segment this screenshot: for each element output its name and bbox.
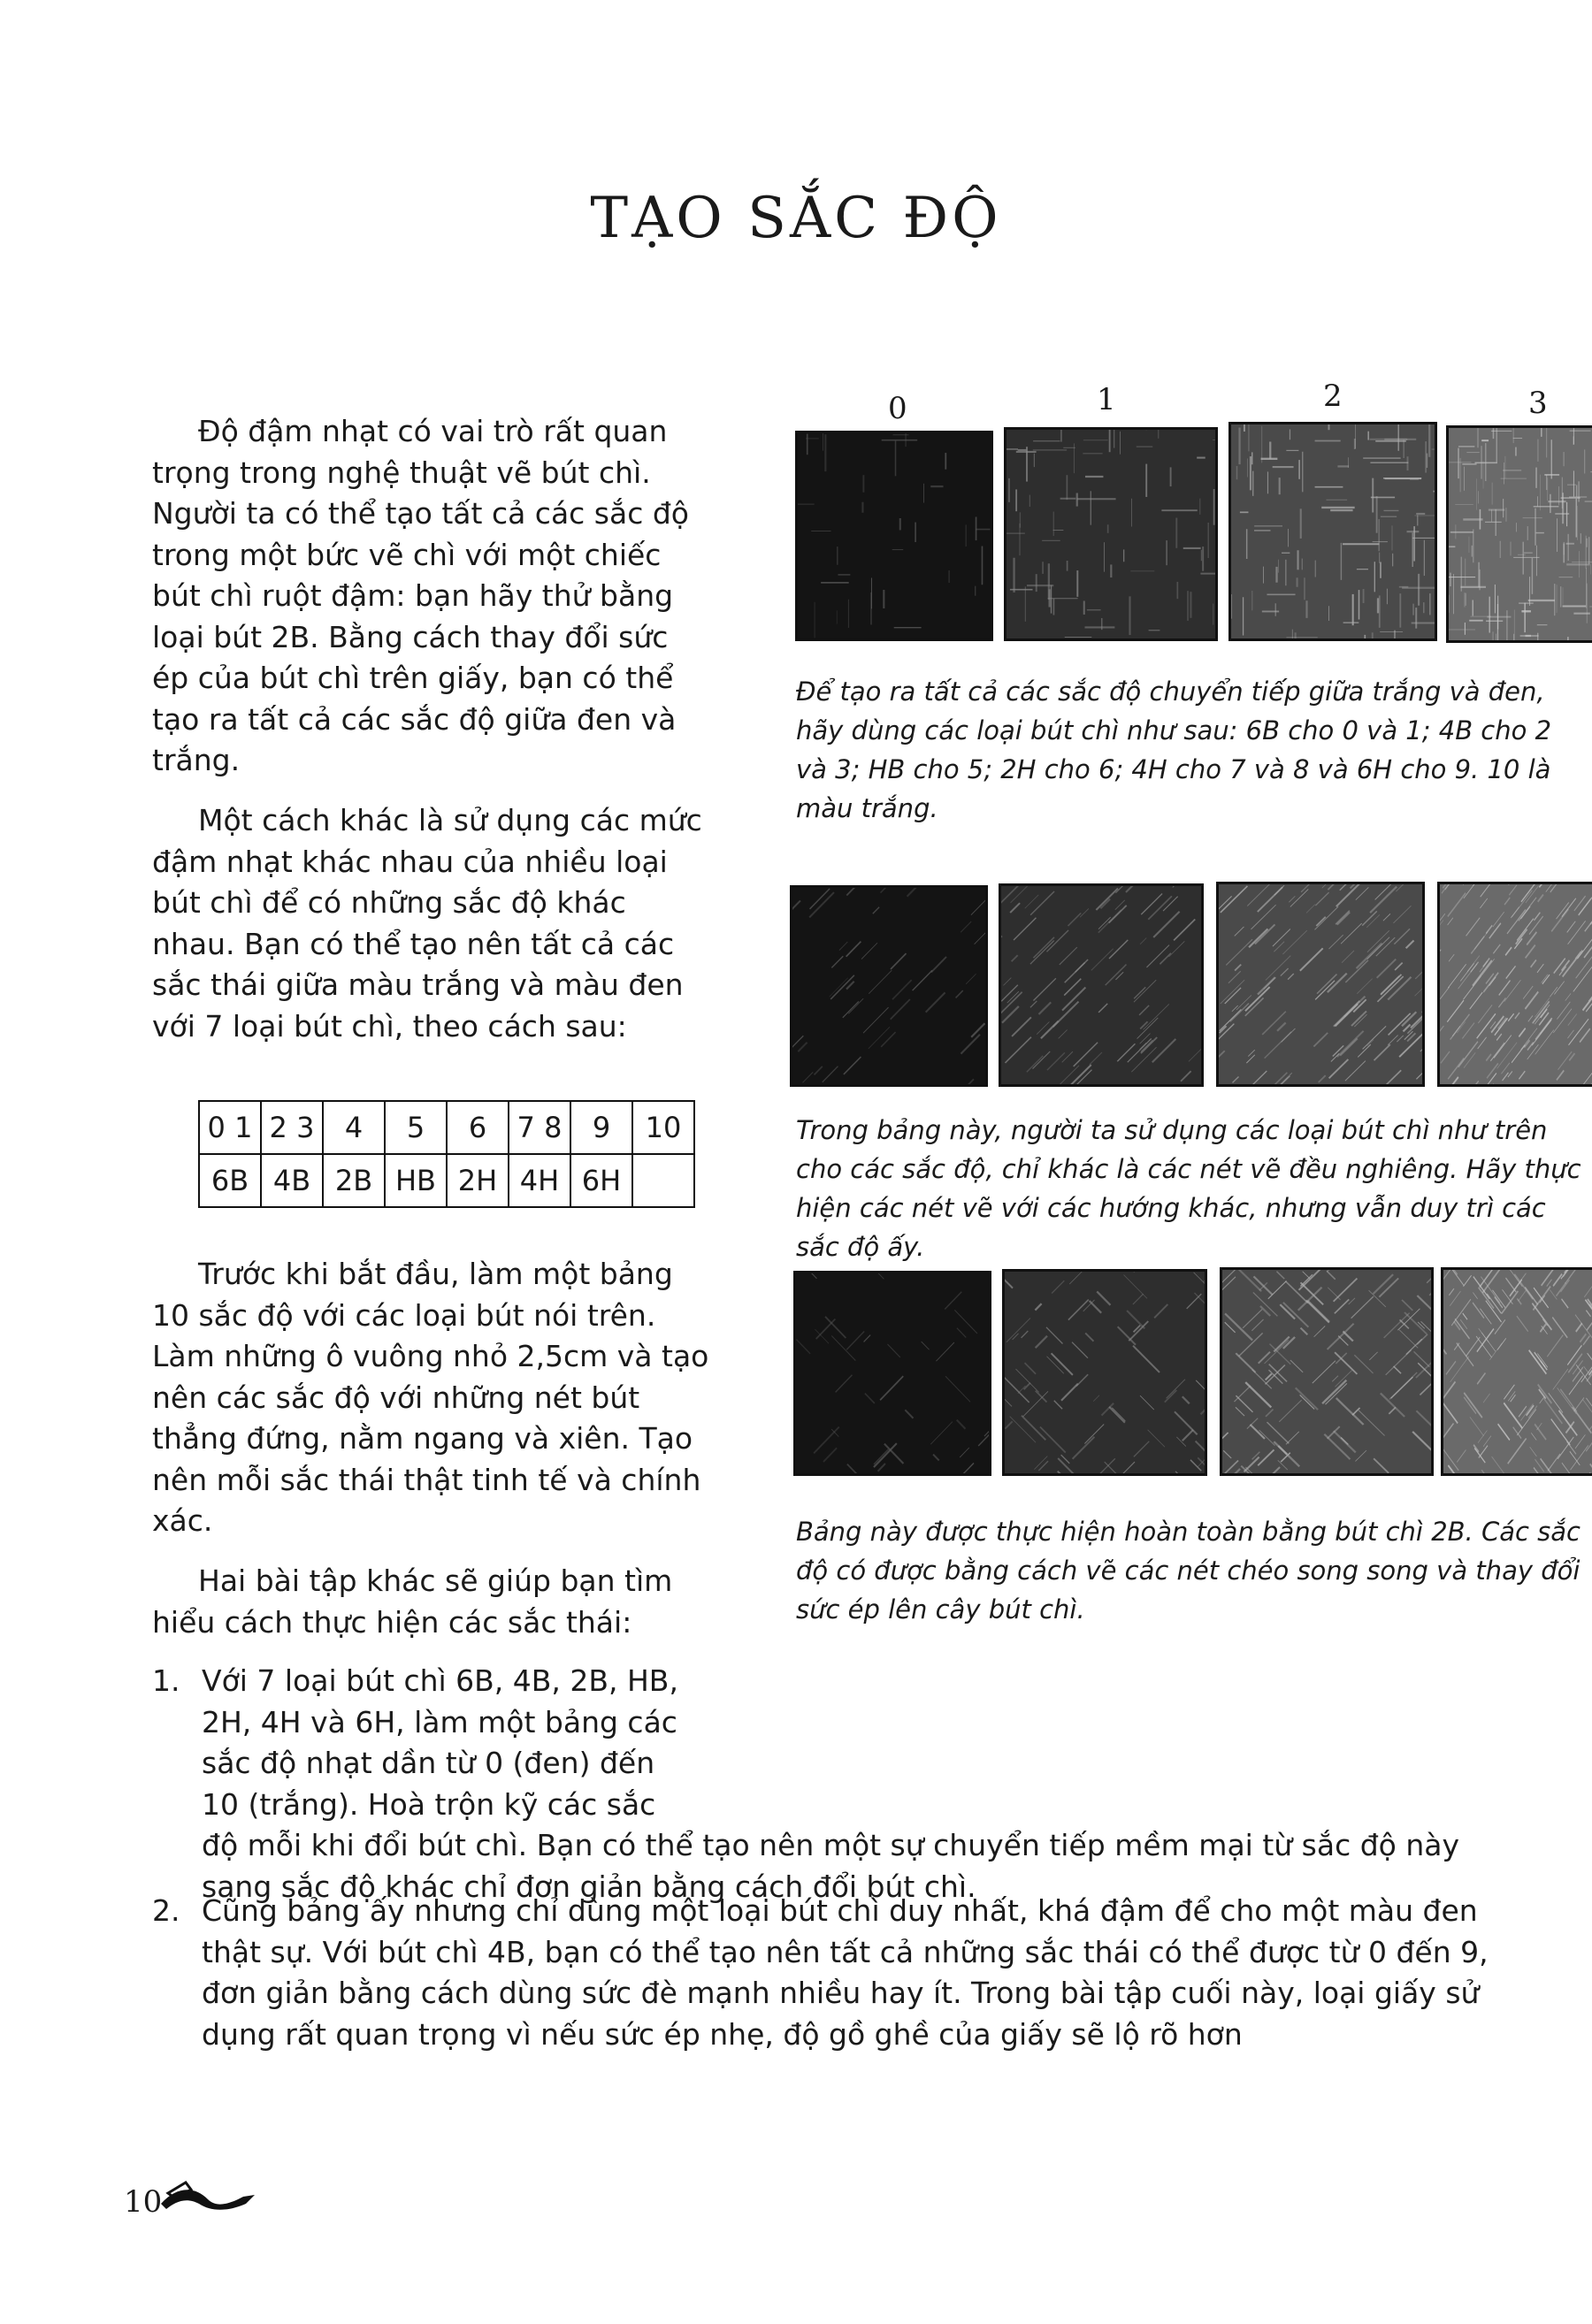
table-cell: 4 [323, 1101, 385, 1154]
table-cell: 5 [385, 1101, 447, 1154]
shade-swatch [1219, 884, 1422, 1084]
table-cell: 4B [261, 1154, 323, 1207]
shade-swatch [798, 433, 991, 638]
instructions-paragraph: Trước khi bắt đầu, làm một bảng 10 sắc độ với các loại bút nói trên. Làm những ô vuông nhỏ 2,5cm và tạo nên các sắc độ với những nét bút thẳng đứng, nằm ngang và xiên. Tạo nên mỗi sắc thái thật tinh tế và chính xác. [152, 1257, 709, 1538]
swatch-number: 3 [1528, 386, 1548, 421]
shade-swatch [1005, 1272, 1205, 1473]
exercise-2 [152, 1891, 1514, 2055]
intro-paragraph-1: Độ đậm nhạt có vai trò rất quan trọng trong nghệ thuật vẽ bút chì. Người ta có thể tạo tất cả các sắc độ trong một bức vẽ chì với một chiếc bút chì ruột đậm: bạn hãy thử bằng loại bút 2B. Bằng cách thay đổi sức ép của bút chì trên giấy, bạn có thể tạo ra tất cả các sắc độ giữa đen và trắng. [152, 414, 689, 777]
table-cell: HB [385, 1154, 447, 1207]
table-cell: 4H [509, 1154, 570, 1207]
exercise-text: Cũng bảng ấy nhưng chỉ dùng một loại bút chì duy nhất, khá đậm để cho một màu đen thật sự. Với bút chì 4B, bạn có thể tạo nên tất cả những sắc thái có thể được từ 0 đến 9, đơn giản bằng cách dùng sức đè mạnh nhiều hay ít. Trong bài tập cuối này, loại giấy sử dụng rất quan trọng vì nếu sức ép nhẹ, độ gồ ghề của giấy sẽ lộ rõ hơn [202, 1893, 1489, 2052]
caption-3: Bảng này được thực hiện hoàn toàn bằng bút chì 2B. Các sắc độ có được bằng cách vẽ các nét chéo song song và thay đổi sức ép lên cây bút chì. [796, 1517, 1581, 1625]
swatch-number: 2 [1323, 378, 1343, 414]
shade-swatch [1222, 1270, 1431, 1473]
shade-swatch [1231, 424, 1435, 638]
shade-number-row [199, 1101, 694, 1154]
pencil-ornament-icon [159, 2177, 256, 2216]
table-cell: 7 8 [509, 1101, 570, 1154]
shade-swatch [796, 1273, 989, 1473]
pencil-grade-row [199, 1154, 694, 1207]
page-title: TẠO SẮC ĐỘ [590, 186, 1002, 251]
shade-swatch [792, 888, 985, 1084]
exercise-text: Với 7 loại bút chì 6B, 4B, 2B, HB, 2H, 4H và 6H, làm một bảng các sắc độ nhạt dần từ 0 (đen) đến 10 (trắng). Hoà trộn kỹ các sắc độ mỗi khi đổi bút chì. Bạn có thể tạo nên một sự chuyển tiếp mềm mại từ sắc độ này sang sắc độ khác chỉ đơn giản bằng cách đổi bút chì. [202, 1663, 1460, 1904]
table-cell: 9 [570, 1101, 632, 1154]
exercise-1 [152, 1661, 1514, 1907]
shade-swatch [1443, 1270, 1592, 1473]
table-cell: 0 1 [199, 1101, 261, 1154]
shade-swatch [1006, 430, 1215, 638]
table-cell: 2B [323, 1154, 385, 1207]
table-cell: 2 3 [261, 1101, 323, 1154]
exercises-intro: Hai bài tập khác sẽ giúp bạn tìm hiểu cách thực hiện các sắc thái: [152, 1563, 673, 1640]
swatch-number: 1 [1097, 382, 1116, 417]
list-marker: 1. [152, 1663, 180, 1698]
pencil-grade-table [198, 1100, 695, 1208]
table-cell: 6B [199, 1154, 261, 1207]
caption-1: Để tạo ra tất cả các sắc độ chuyển tiếp giữa trắng và đen, hãy dùng các loại bút chì như sau: 6B cho 0 và 1; 4B cho 2 và 3; HB cho 5; 2H cho 6; 4H cho 7 và 8 và 6H cho 9. 10 là màu trắng. [796, 677, 1552, 823]
shade-swatch [1440, 884, 1592, 1084]
table-cell: 2H [447, 1154, 509, 1207]
list-marker: 2. [152, 1893, 180, 1928]
table-cell: 10 [632, 1101, 694, 1154]
table-cell: 6 [447, 1101, 509, 1154]
shade-swatch [1449, 428, 1592, 640]
swatch-number: 0 [888, 391, 907, 426]
table-cell: 6H [570, 1154, 632, 1207]
page-number: 10 [124, 2184, 163, 2220]
shade-swatch [1001, 886, 1201, 1084]
caption-2: Trong bảng này, người ta sử dụng các loại bút chì như trên cho các sắc độ, chỉ khác là các nét vẽ đều nghiêng. Hãy thực hiện các nét vẽ với các hướng khác, nhưng vẫn duy trì các sắc độ ấy. [796, 1115, 1581, 1262]
intro-paragraph-2: Một cách khác là sử dụng các mức đậm nhạt khác nhau của nhiều loại bút chì để có những sắc độ khác nhau. Bạn có thể tạo nên tất cả các sắc thái giữa màu trắng và màu đen với 7 loại bút chì, theo cách sau: [152, 803, 702, 1044]
table-cell [632, 1154, 694, 1207]
